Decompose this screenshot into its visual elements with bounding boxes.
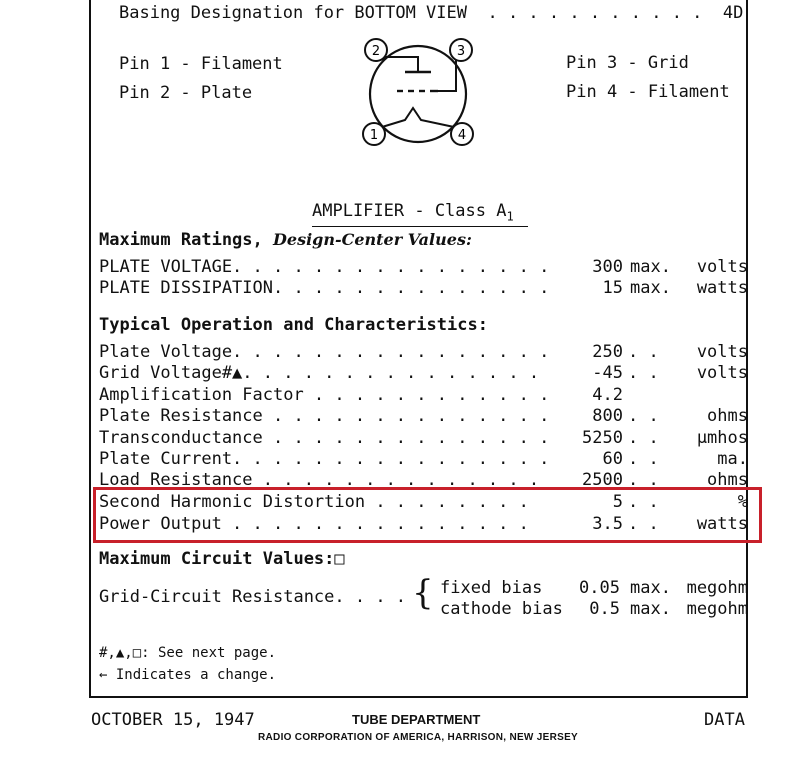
- footer-date: OCTOBER 15, 1947: [91, 710, 255, 730]
- amplifier-title: AMPLIFIER - Class $A_1$: [312, 201, 514, 224]
- footer-company: RADIO CORPORATION OF AMERICA, HARRISON, NEW JERSEY: [258, 732, 579, 743]
- pin-number-3: 3: [456, 44, 466, 59]
- footer-data-label: DATA: [704, 710, 745, 730]
- footnote-symbols: #,▲,□: See next page.: [99, 645, 277, 661]
- pin-3-label: Pin 3 - Grid: [566, 53, 689, 73]
- brace-icon: {: [412, 573, 434, 613]
- typical-operation-heading: Typical Operation and Characteristics:: [99, 315, 488, 335]
- basing-designation: Basing Designation for BOTTOM VIEW . . . . . . . . . . . 4D: [119, 3, 744, 23]
- pin-number-1: 1: [369, 128, 379, 143]
- pin-2-label: Pin 2 - Plate: [119, 83, 253, 103]
- tube-base-diagram: [355, 36, 485, 152]
- title-underline: [312, 226, 528, 227]
- max-ratings-heading: Maximum Ratings, Design-Center Values:: [99, 230, 472, 250]
- circuit-values-heading: Maximum Circuit Values:□: [99, 549, 345, 569]
- pin-number-2: 2: [371, 44, 381, 59]
- grid-circuit-label: Grid-Circuit Resistance. . . .: [99, 587, 407, 607]
- pin-number-4: 4: [457, 128, 467, 143]
- highlight-box: [93, 487, 762, 543]
- page-border-left: [89, 0, 91, 698]
- footer-department: TUBE DEPARTMENT: [352, 712, 481, 727]
- pin-4-label: Pin 4 - Filament: [566, 82, 730, 102]
- pin-1-label: Pin 1 - Filament: [119, 54, 283, 74]
- footnote-change: ← Indicates a change.: [99, 667, 277, 683]
- page-border-bottom: [89, 696, 748, 698]
